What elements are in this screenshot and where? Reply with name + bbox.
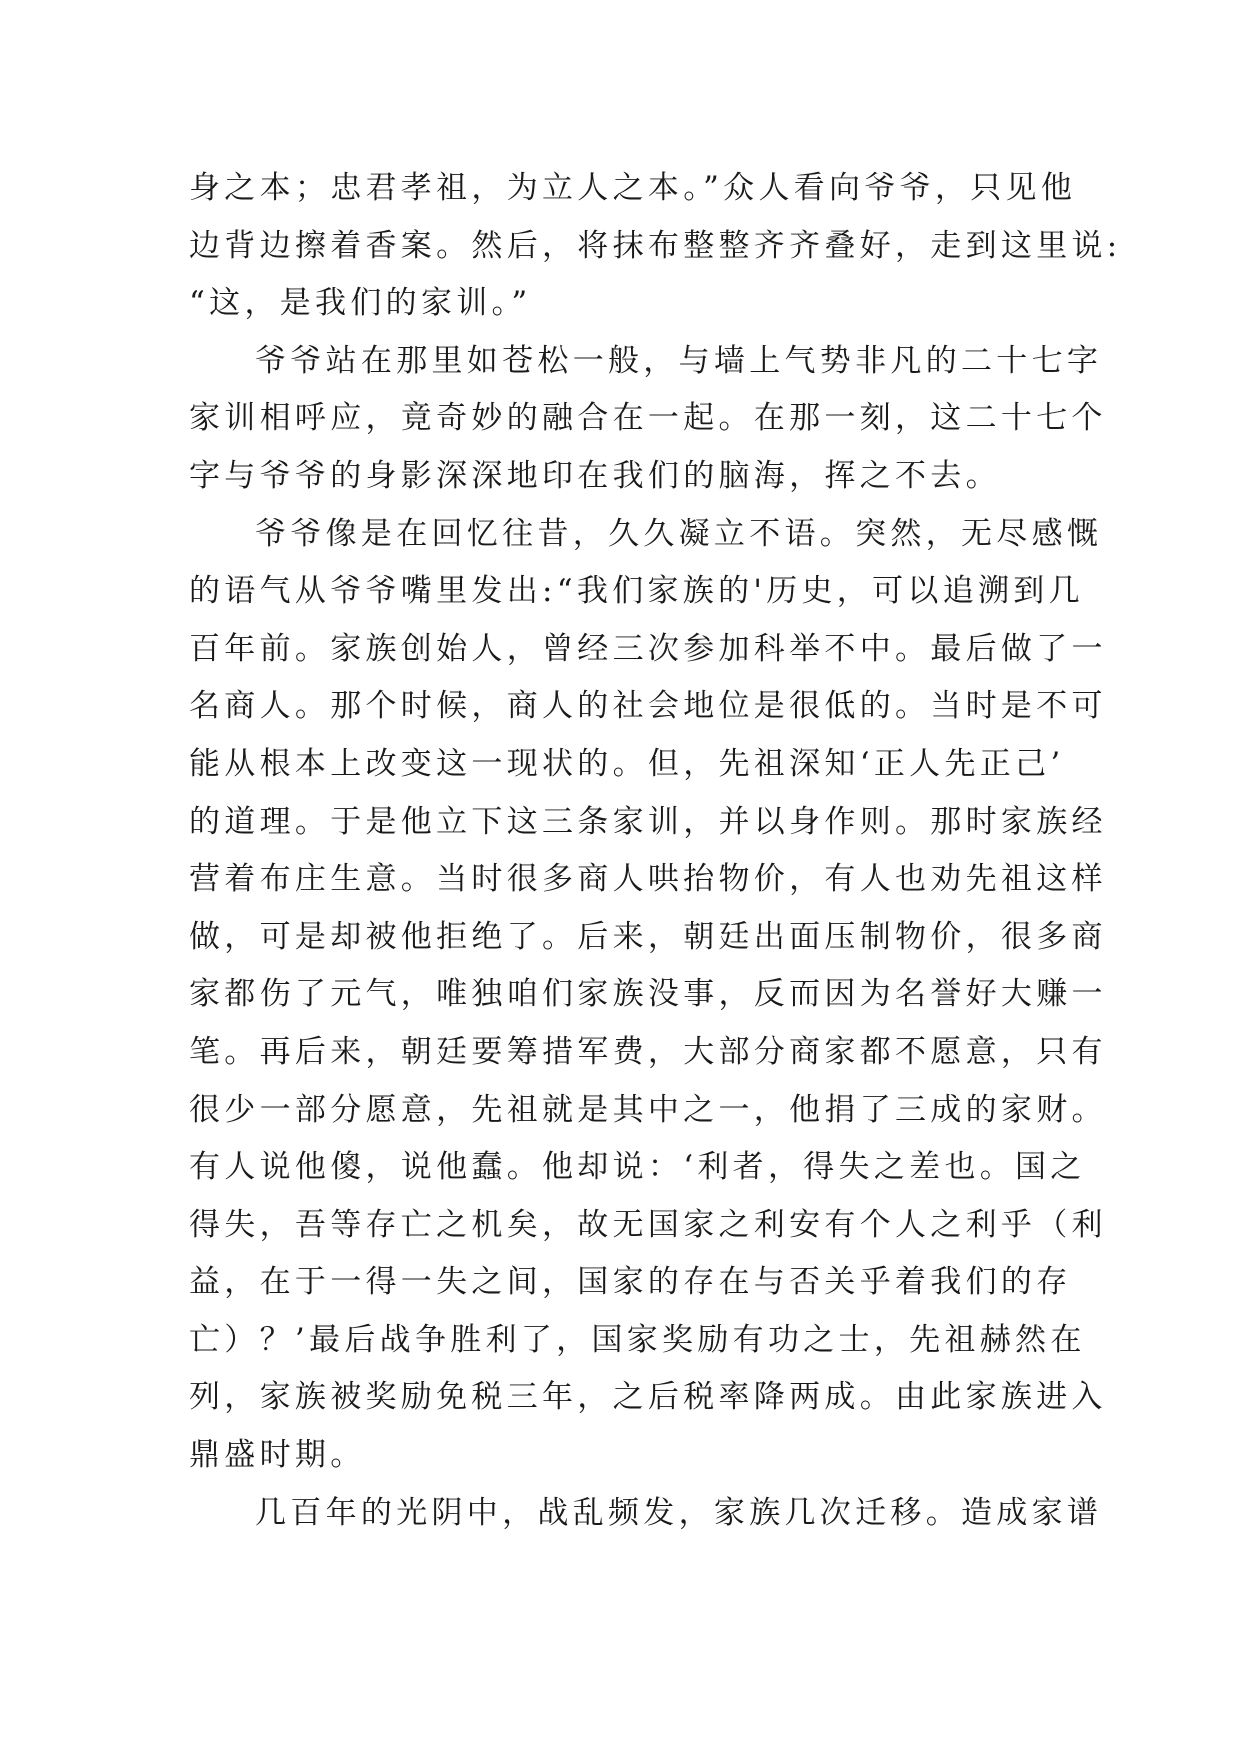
- text-line: 家都伤了元气，唯独咱们家族没事，反而因为名誉好大赚一: [189, 976, 1107, 1013]
- text-line: 边背边擦着香案。然后，将抹布整整齐齐叠好，走到这里说:: [189, 227, 1122, 264]
- text-line: 营着布庄生意。当时很多商人哄抬物价，有人也劝先祖这样: [189, 861, 1107, 898]
- text-line: 名商人。那个时候，商人的社会地位是很低的。当时是不可: [189, 688, 1107, 725]
- body-text: [189, 160, 1122, 1542]
- text-line: 做，可是却被他拒绝了。后来，朝廷出面压制物价，很多商: [189, 918, 1107, 955]
- text-line: 的道理。于是他立下这三条家训，并以身作则。那时家族经: [189, 803, 1107, 840]
- text-line: 家训相呼应，竟奇妙的融合在一起。在那一刻，这二十七个: [189, 400, 1107, 437]
- text-line: 得失，吾等存亡之机矣，故无国家之利安有个人之利乎（利: [189, 1206, 1107, 1243]
- text-line: 身之本；忠君孝祖，为立人之本。”众人看向爷爷，只见他: [189, 170, 1077, 206]
- text-line: 很少一部分愿意，先祖就是其中之一，他捐了三成的家财。: [189, 1091, 1107, 1128]
- text-line: 能从根本上改变这一现状的。但，先祖深知‘正人先正己’: [189, 745, 1065, 782]
- text-line: 益，在于一得一失之间，国家的存在与否关乎着我们的存: [189, 1264, 1072, 1301]
- paragraph-start-line: 几百年的光阴中，战乱频发，家族几次迁移。造成家谱: [255, 1494, 1103, 1531]
- text-line: 笔。再后来，朝廷要筹措军费，大部分商家都不愿意，只有: [189, 1033, 1107, 1070]
- paragraph-start-line: 爷爷像是在回忆往昔，久久凝立不语。突然，无尽感慨: [255, 515, 1103, 552]
- text-line: 字与爷爷的身影深深地印在我们的脑海，挥之不去。: [189, 457, 1001, 494]
- text-line: 亡）？’最后战争胜利了，国家奖励有功之士，先祖赫然在: [189, 1321, 1086, 1358]
- text-line: 百年前。家族创始人，曾经三次参加科举不中。最后做了一: [189, 630, 1107, 667]
- text-line: “这，是我们的家训。”: [189, 285, 532, 322]
- text-line: 的语气从爷爷嘴里发出:“我们家族的'历史，可以追溯到几: [189, 573, 1084, 610]
- text-line: 列，家族被奖励免税三年，之后税率降两成。由此家族进入: [189, 1379, 1107, 1416]
- paragraph-start-line: 爷爷站在那里如苍松一般，与墙上气势非凡的二十七字: [255, 342, 1103, 379]
- text-line: 有人说他傻，说他蠢。他却说：‘利者，得失之差也。国之: [189, 1149, 1086, 1186]
- text-line: 鼎盛时期。: [189, 1437, 366, 1474]
